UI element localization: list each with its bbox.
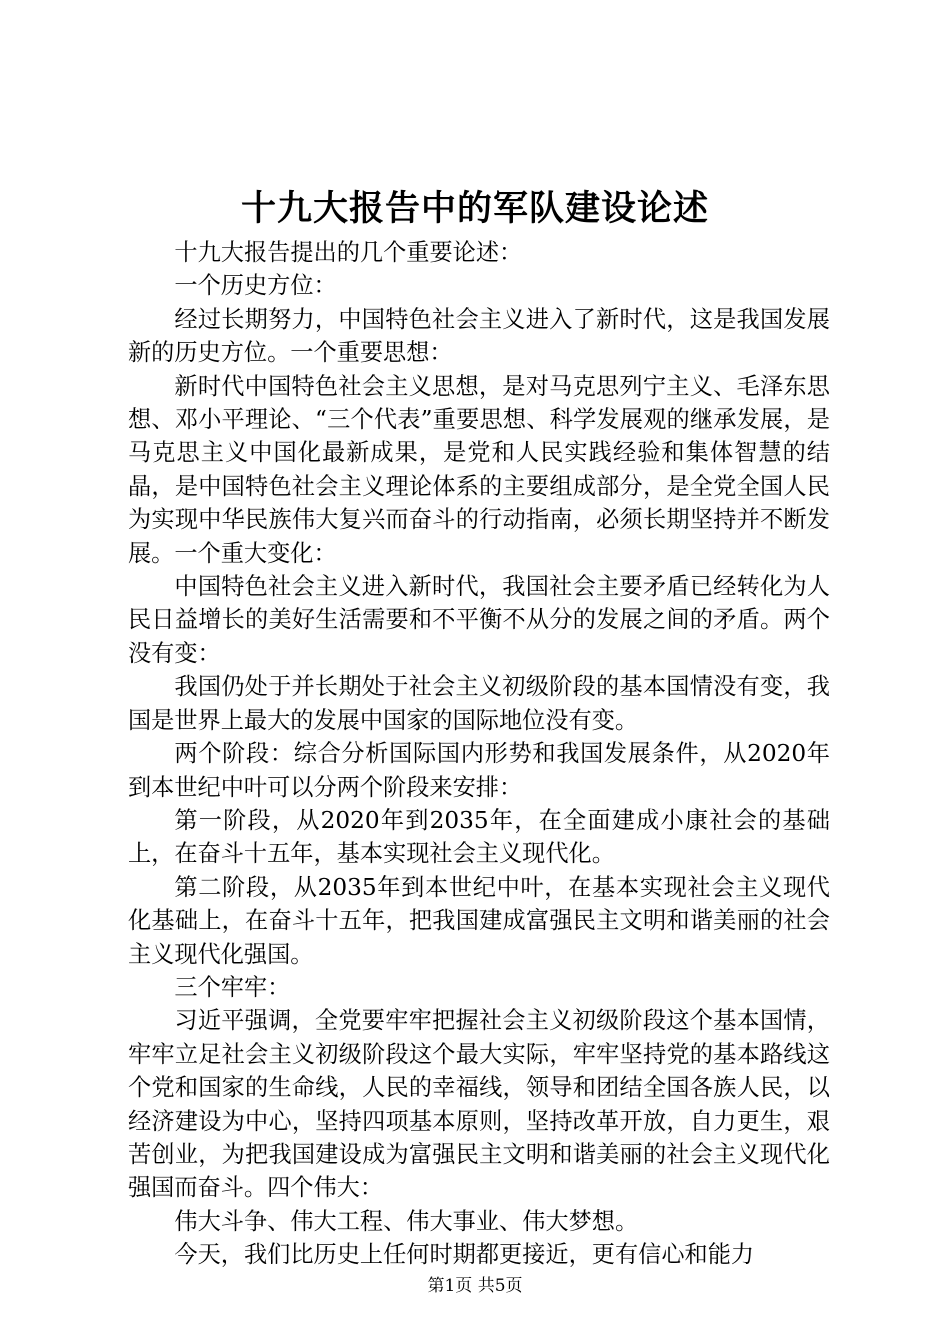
paragraph: 第一阶段，从2020年到2035年，在全面建成小康社会的基础上，在奋斗十五年，基本实现社会主义现代化。 [128, 806, 830, 868]
document-body [128, 236, 830, 1272]
page-footer: 第1页 共5页 [427, 1276, 523, 1296]
paragraph: 习近平强调，全党要牢牢把握社会主义初级阶段这个基本国情，牢牢立足社会主义初级阶段这个最大实际，牢牢坚持党的基本路线这个党和国家的生命线，人民的幸福线，领导和团结全国各族人民，以经济建设为中心，坚持四项基本原则，坚持改革开放，自力更生，艰苦创业，为把我国建设成为富强民主文明和谐美丽的社会主义现代化强国而奋斗。四个伟大： [128, 1007, 830, 1202]
paragraph: 伟大斗争、伟大工程、伟大事业、伟大梦想。 [174, 1207, 639, 1235]
paragraph: 经过长期努力，中国特色社会主义进入了新时代，这是我国发展新的历史方位。一个重要思想： [128, 305, 830, 367]
paragraph: 十九大报告提出的几个重要论述： [174, 239, 523, 266]
paragraph: 第二阶段，从2035年到本世纪中叶，在基本实现社会主义现代化基础上，在奋斗十五年，把我国建成富强民主文明和谐美丽的社会主义现代化强国。 [128, 873, 830, 968]
paragraph: 三个牢牢： [174, 973, 291, 1001]
paragraph: 新时代中国特色社会主义思想，是对马克思列宁主义、毛泽东思想、邓小平理论、“三个代表”重要思想、科学发展观的继承发展，是马克思主义中国化最新成果，是党和人民实践经验和集体智慧的结晶，是中国特色社会主义理论体系的主要组成部分，是全党全国人民为实现中华民族伟大复兴而奋斗的行动指南，必须长期坚持并不断发展。一个重大变化： [128, 372, 830, 567]
paragraph: 今天，我们比历史上任何时期都更接近，更有信心和能力 [174, 1241, 755, 1269]
paragraph: 两个阶段：综合分析国际国内形势和我国发展条件，从2020年到本世纪中叶可以分两个阶段来安排： [128, 740, 830, 801]
document-title: 十九大报告中的军队建设论述 [240, 188, 709, 229]
paragraph: 我国仍处于并长期处于社会主义初级阶段的基本国情没有变，我国是世界上最大的发展中国家的国际地位没有变。 [128, 673, 830, 734]
paragraph: 中国特色社会主义进入新时代，我国社会主要矛盾已经转化为人民日益增长的美好生活需要和不平衡不从分的发展之间的矛盾。两个没有变： [128, 573, 830, 667]
paragraph: 一个历史方位： [174, 272, 337, 300]
